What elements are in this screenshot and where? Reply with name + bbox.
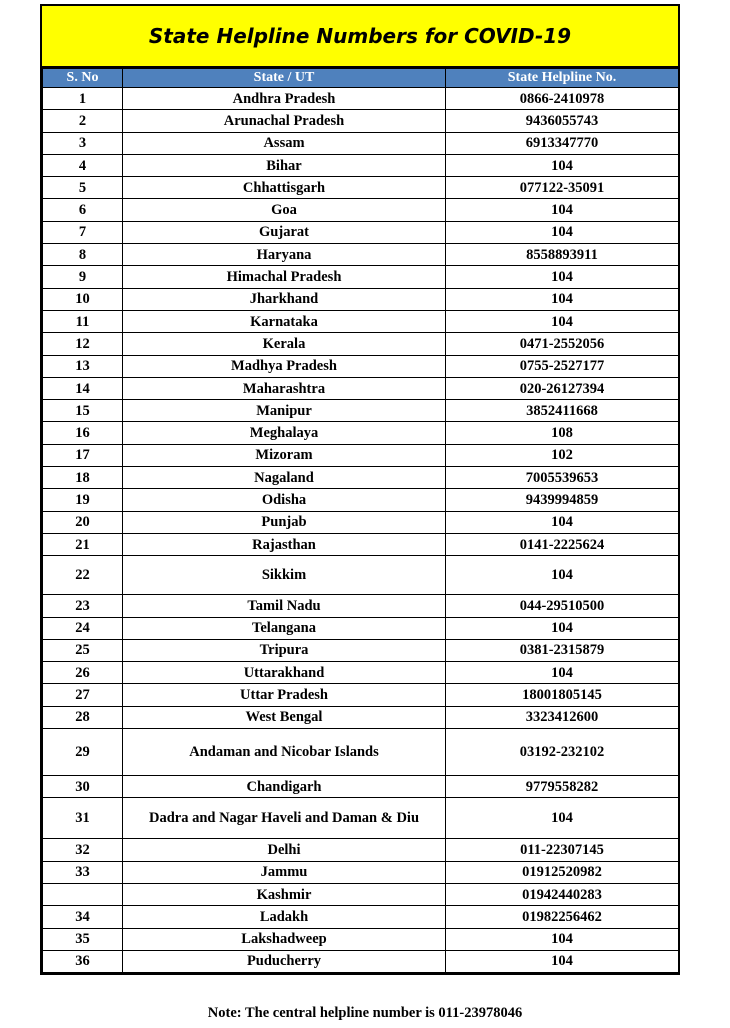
cell-state: Jammu bbox=[123, 861, 446, 883]
cell-state: Kerala bbox=[123, 333, 446, 355]
cell-state: Tamil Nadu bbox=[123, 595, 446, 617]
cell-state: Uttar Pradesh bbox=[123, 684, 446, 706]
cell-number: 01912520982 bbox=[446, 861, 679, 883]
cell-number: 0381-2315879 bbox=[446, 639, 679, 661]
cell-sno: 7 bbox=[43, 221, 123, 243]
cell-sno: 17 bbox=[43, 444, 123, 466]
table-row bbox=[43, 355, 679, 377]
table-row bbox=[43, 511, 679, 533]
table-row bbox=[43, 533, 679, 555]
table-row bbox=[43, 729, 679, 776]
cell-sno: 35 bbox=[43, 928, 123, 950]
table-row bbox=[43, 928, 679, 950]
table-row bbox=[43, 662, 679, 684]
cell-sno: 5 bbox=[43, 177, 123, 199]
cell-sno: 31 bbox=[43, 798, 123, 839]
central-helpline-note: Note: The central helpline number is 011-23978046 bbox=[207, 1005, 523, 1021]
helpline-table-frame bbox=[40, 4, 680, 975]
table-row bbox=[43, 489, 679, 511]
cell-number: 18001805145 bbox=[446, 684, 679, 706]
cell-number: 104 bbox=[446, 266, 679, 288]
cell-sno: 15 bbox=[43, 400, 123, 422]
cell-number: 104 bbox=[446, 288, 679, 310]
cell-state: Uttarakhand bbox=[123, 662, 446, 684]
cell-number: 020-26127394 bbox=[446, 377, 679, 399]
cell-number: 3852411668 bbox=[446, 400, 679, 422]
cell-sno: 22 bbox=[43, 556, 123, 595]
table-row bbox=[43, 839, 679, 861]
cell-state: Andaman and Nicobar Islands bbox=[123, 729, 446, 776]
cell-sno: 19 bbox=[43, 489, 123, 511]
cell-sno: 29 bbox=[43, 729, 123, 776]
helpline-table bbox=[42, 68, 679, 973]
cell-sno: 3 bbox=[43, 132, 123, 154]
cell-number: 3323412600 bbox=[446, 706, 679, 728]
cell-number: 104 bbox=[446, 199, 679, 221]
table-row bbox=[43, 639, 679, 661]
cell-state: Manipur bbox=[123, 400, 446, 422]
cell-number: 9436055743 bbox=[446, 110, 679, 132]
cell-state: Punjab bbox=[123, 511, 446, 533]
table-row bbox=[43, 132, 679, 154]
cell-state: Rajasthan bbox=[123, 533, 446, 555]
table-row bbox=[43, 883, 679, 905]
cell-state: Dadra and Nagar Haveli and Daman & Diu bbox=[123, 798, 446, 839]
cell-state: West Bengal bbox=[123, 706, 446, 728]
cell-sno: 24 bbox=[43, 617, 123, 639]
cell-number: 102 bbox=[446, 444, 679, 466]
cell-sno: 10 bbox=[43, 288, 123, 310]
cell-number: 104 bbox=[446, 154, 679, 176]
cell-sno: 14 bbox=[43, 377, 123, 399]
cell-state: Lakshadweep bbox=[123, 928, 446, 950]
cell-number: 104 bbox=[446, 556, 679, 595]
cell-number: 0141-2225624 bbox=[446, 533, 679, 555]
cell-sno: 11 bbox=[43, 310, 123, 332]
cell-state: Maharashtra bbox=[123, 377, 446, 399]
cell-state: Puducherry bbox=[123, 950, 446, 972]
cell-sno: 4 bbox=[43, 154, 123, 176]
cell-sno: 18 bbox=[43, 467, 123, 489]
cell-sno: 16 bbox=[43, 422, 123, 444]
cell-sno: 8 bbox=[43, 244, 123, 266]
cell-state: Odisha bbox=[123, 489, 446, 511]
cell-number: 03192-232102 bbox=[446, 729, 679, 776]
cell-number: 7005539653 bbox=[446, 467, 679, 489]
cell-number: 9779558282 bbox=[446, 776, 679, 798]
cell-number: 01982256462 bbox=[446, 906, 679, 928]
table-row bbox=[43, 776, 679, 798]
cell-state: Chhattisgarh bbox=[123, 177, 446, 199]
table-row bbox=[43, 110, 679, 132]
table-row bbox=[43, 288, 679, 310]
cell-number: 104 bbox=[446, 617, 679, 639]
cell-sno: 26 bbox=[43, 662, 123, 684]
table-row bbox=[43, 154, 679, 176]
cell-number: 011-22307145 bbox=[446, 839, 679, 861]
cell-state: Bihar bbox=[123, 154, 446, 176]
table-row bbox=[43, 199, 679, 221]
cell-sno: 36 bbox=[43, 950, 123, 972]
table-row bbox=[43, 617, 679, 639]
cell-number: 104 bbox=[446, 662, 679, 684]
cell-sno bbox=[43, 883, 123, 905]
cell-sno: 1 bbox=[43, 88, 123, 110]
cell-number: 044-29510500 bbox=[446, 595, 679, 617]
header-sno: S. No bbox=[43, 69, 123, 88]
cell-sno: 21 bbox=[43, 533, 123, 555]
table-row bbox=[43, 221, 679, 243]
cell-number: 9439994859 bbox=[446, 489, 679, 511]
cell-state: Ladakh bbox=[123, 906, 446, 928]
cell-number: 0755-2527177 bbox=[446, 355, 679, 377]
page-title: State Helpline Numbers for COVID-19 bbox=[42, 6, 678, 68]
cell-number: 077122-35091 bbox=[446, 177, 679, 199]
cell-number: 0866-2410978 bbox=[446, 88, 679, 110]
cell-state: Assam bbox=[123, 132, 446, 154]
cell-sno: 25 bbox=[43, 639, 123, 661]
table-row bbox=[43, 706, 679, 728]
cell-sno: 32 bbox=[43, 839, 123, 861]
cell-state: Haryana bbox=[123, 244, 446, 266]
cell-sno: 30 bbox=[43, 776, 123, 798]
cell-number: 108 bbox=[446, 422, 679, 444]
table-row bbox=[43, 798, 679, 839]
table-row bbox=[43, 467, 679, 489]
cell-state: Jharkhand bbox=[123, 288, 446, 310]
cell-state: Kashmir bbox=[123, 883, 446, 905]
table-row bbox=[43, 906, 679, 928]
cell-state: Chandigarh bbox=[123, 776, 446, 798]
cell-number: 104 bbox=[446, 928, 679, 950]
cell-sno: 9 bbox=[43, 266, 123, 288]
cell-sno: 34 bbox=[43, 906, 123, 928]
cell-state: Sikkim bbox=[123, 556, 446, 595]
cell-number: 104 bbox=[446, 798, 679, 839]
header-state: State / UT bbox=[123, 69, 446, 88]
table-row bbox=[43, 595, 679, 617]
cell-sno: 2 bbox=[43, 110, 123, 132]
table-row bbox=[43, 177, 679, 199]
table-row bbox=[43, 244, 679, 266]
cell-state: Tripura bbox=[123, 639, 446, 661]
table-header-row bbox=[43, 69, 679, 88]
table-row bbox=[43, 950, 679, 972]
cell-sno: 6 bbox=[43, 199, 123, 221]
table-row bbox=[43, 422, 679, 444]
cell-sno: 28 bbox=[43, 706, 123, 728]
cell-sno: 13 bbox=[43, 355, 123, 377]
cell-state: Karnataka bbox=[123, 310, 446, 332]
cell-number: 01942440283 bbox=[446, 883, 679, 905]
cell-state: Telangana bbox=[123, 617, 446, 639]
cell-state: Madhya Pradesh bbox=[123, 355, 446, 377]
cell-state: Mizoram bbox=[123, 444, 446, 466]
cell-state: Nagaland bbox=[123, 467, 446, 489]
cell-sno: 23 bbox=[43, 595, 123, 617]
table-row bbox=[43, 333, 679, 355]
cell-sno: 20 bbox=[43, 511, 123, 533]
cell-state: Arunachal Pradesh bbox=[123, 110, 446, 132]
cell-sno: 27 bbox=[43, 684, 123, 706]
cell-state: Gujarat bbox=[123, 221, 446, 243]
header-number: State Helpline No. bbox=[446, 69, 679, 88]
cell-number: 104 bbox=[446, 511, 679, 533]
cell-state: Himachal Pradesh bbox=[123, 266, 446, 288]
cell-number: 104 bbox=[446, 310, 679, 332]
table-row bbox=[43, 861, 679, 883]
cell-number: 104 bbox=[446, 950, 679, 972]
table-row bbox=[43, 556, 679, 595]
table-row bbox=[43, 684, 679, 706]
cell-state: Meghalaya bbox=[123, 422, 446, 444]
cell-state: Goa bbox=[123, 199, 446, 221]
cell-sno: 12 bbox=[43, 333, 123, 355]
table-row bbox=[43, 400, 679, 422]
table-row bbox=[43, 88, 679, 110]
cell-state: Andhra Pradesh bbox=[123, 88, 446, 110]
cell-state: Delhi bbox=[123, 839, 446, 861]
table-row bbox=[43, 310, 679, 332]
cell-number: 6913347770 bbox=[446, 132, 679, 154]
table-row bbox=[43, 377, 679, 399]
cell-sno: 33 bbox=[43, 861, 123, 883]
cell-number: 8558893911 bbox=[446, 244, 679, 266]
table-row bbox=[43, 444, 679, 466]
table-row bbox=[43, 266, 679, 288]
cell-number: 104 bbox=[446, 221, 679, 243]
cell-number: 0471-2552056 bbox=[446, 333, 679, 355]
table-body bbox=[43, 88, 679, 973]
